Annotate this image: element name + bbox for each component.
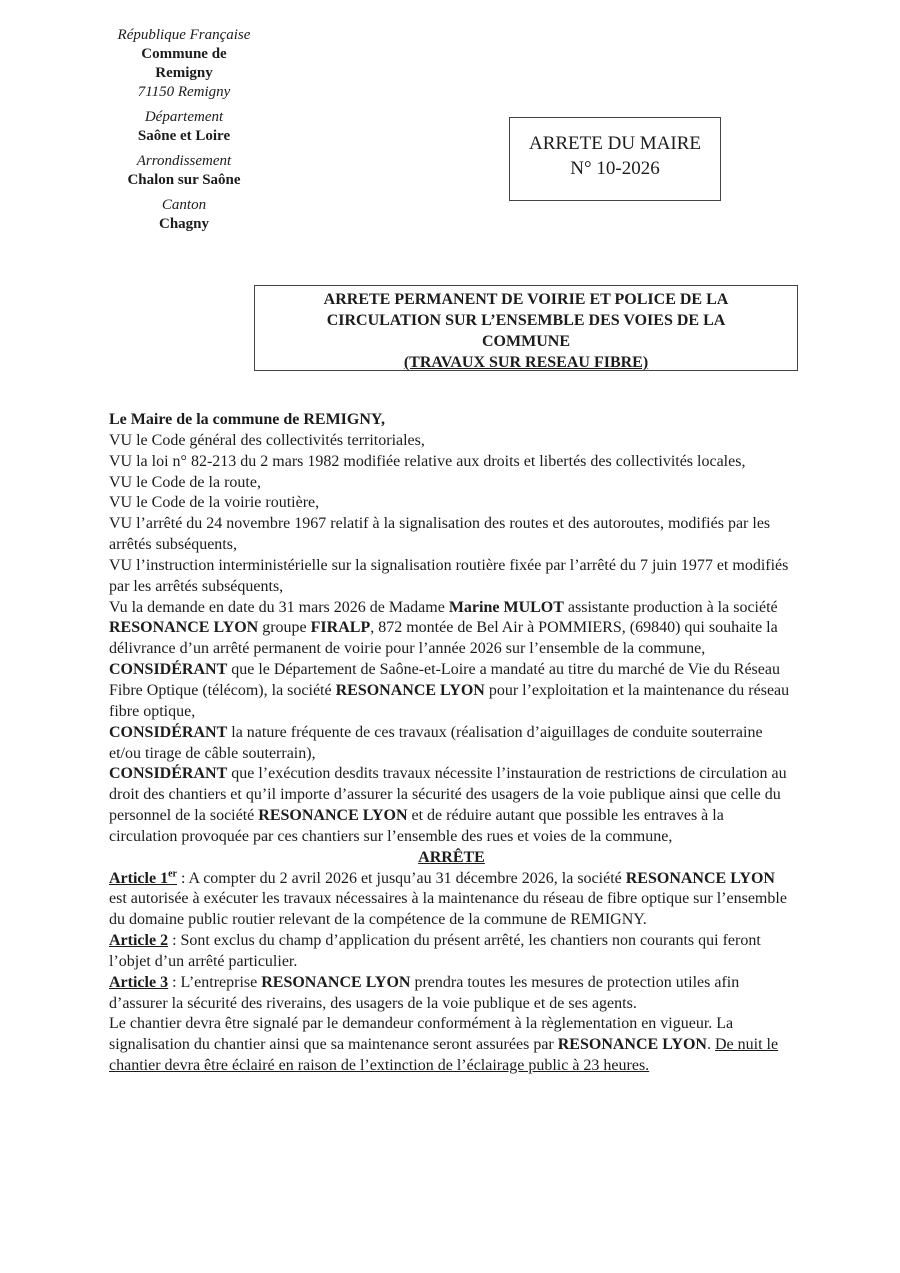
article-3-text-c: Le chantier devra être signalé par le demandeur conformément à la règlementation en vigueur. La signalisation du chantier ainsi que sa maintenance seront assurées par	[109, 1015, 734, 1054]
considerant-1	[109, 660, 794, 723]
article-1-text-a: : A compter du 2 avril 2026 et jusqu’au 31 décembre 2026, la société	[176, 869, 626, 887]
article-3-label: Article 3	[109, 973, 169, 991]
republic-label: République Française	[117, 27, 251, 43]
article-1-sup: er	[168, 868, 177, 880]
considerant-2-text: la nature fréquente de ces travaux (réalisation d’aiguillages de conduite souterraine et/ou tirage de câble souterrain),	[109, 723, 763, 762]
canton-label: Canton	[161, 197, 207, 213]
vu-cgct: VU le Code général des collectivités territoriales,	[109, 431, 425, 449]
vu-loi-1982: VU la loi n° 82-213 du 2 mars 1982 modifiée relative aux droits et libertés des collectivités locales,	[109, 452, 746, 470]
title-line-2: CIRCULATION SUR L’ENSEMBLE DES VOIES DE LA	[326, 312, 726, 329]
article-1-label	[109, 870, 177, 887]
considerant-2	[109, 723, 794, 765]
vu-demande-text-d: , 872 montée de Bel Air à POMMIERS, (69840) qui souhaite la délivrance d’un arrêté permanent de voirie pour l’année 2026 sur l’ensemble de la commune,	[109, 619, 778, 658]
applicant-name: Marine MULOT	[448, 598, 564, 616]
article-3-text-a: : L’entreprise	[168, 973, 262, 991]
maire-intro: Le Maire de la commune de REMIGNY,	[109, 411, 385, 428]
considerant-label: CONSIDÉRANT	[109, 765, 228, 783]
document-body	[109, 410, 794, 1077]
title-line-4: (TRAVAUX SUR RESEAU FIBRE)	[403, 354, 649, 371]
article-2-text: : Sont exclus du champ d’application du présent arrêté, les chantiers non courants qui feront l’objet d’un arrêté particulier.	[109, 932, 761, 970]
arrondissement-value: Chalon sur Saône	[127, 172, 241, 188]
company-name: RESONANCE LYON	[258, 807, 408, 825]
article-1-label-text: Article 1	[109, 869, 169, 887]
vu-demande-text-c: groupe	[258, 619, 311, 637]
vu-demande-text-a: Vu la demande en date du 31 mars 2026 de Madame	[109, 598, 449, 616]
considerant-3-text-a: que l’exécution desdits travaux nécessite l’instauration de restrictions de circulation au droit des chantiers et qu’il importe d’assurer la sécurité des usagers de la voie publique ainsi que celle du personnel de la société	[109, 765, 787, 825]
title-line-1: ARRETE PERMANENT DE VOIRIE ET POLICE DE LA	[323, 291, 729, 308]
article-2-label: Article 2	[109, 932, 169, 950]
considerant-label: CONSIDÉRANT	[109, 723, 228, 741]
considerant-3-text-b: et de réduire autant que possible les entraves à la circulation provoquée par ces chantiers sur l’ensemble des rues et voies de la commune,	[109, 807, 724, 845]
vu-instruction-1977: VU l’instruction interministérielle sur la signalisation routière fixée par l’arrêté du 7 juin 1977 et modifiés par les arrêtés subséquents,	[109, 556, 789, 595]
company-name: RESONANCE LYON	[109, 619, 259, 637]
vu-code-voirie: VU le Code de la voirie routière,	[109, 494, 320, 512]
canton-value: Chagny	[158, 216, 210, 232]
article-3-signalisation	[109, 1014, 794, 1077]
company-name: RESONANCE LYON	[335, 681, 485, 699]
group-name: FIRALP	[310, 619, 371, 637]
article-3	[109, 973, 794, 1015]
arrete-number: N° 10-2026	[570, 158, 660, 179]
article-3-night-lighting: De nuit le chantier devra être éclairé en raison de l’extinction de l’éclairage public à 23 heures.	[109, 1036, 779, 1075]
considerant-1-text-b: pour l’exploitation et la maintenance du réseau fibre optique,	[109, 681, 790, 720]
vu-demande-text-b: assistante production à la société	[563, 598, 778, 616]
document-title-box	[254, 285, 798, 371]
postal-address: 71150 Remigny	[137, 84, 231, 100]
arrete-box-title: ARRETE DU MAIRE	[528, 133, 702, 154]
company-name: RESONANCE LYON	[625, 869, 775, 887]
vu-demande	[109, 598, 794, 661]
commune-name: Remigny	[155, 65, 213, 81]
article-3-text-b: prendra toutes les mesures de protection utiles afin d’assurer la sécurité des riverains, des usagers de la voie publique et de ses agents.	[109, 973, 740, 1012]
vu-arrete-1967: VU l’arrêté du 24 novembre 1967 relatif à la signalisation des routes et des autoroutes, modifiés par les arrêtés subséquents,	[109, 515, 771, 554]
company-name: RESONANCE LYON	[557, 1036, 707, 1054]
commune-header	[94, 26, 274, 234]
considerant-label: CONSIDÉRANT	[109, 661, 228, 679]
article-1-text-b: est autorisée à exécuter les travaux nécessaires à la maintenance du réseau de fibre optique sur l’ensemble du domaine public routier relevant de la compétence de la commune de REMIGNY.	[109, 890, 787, 929]
article-1	[109, 869, 794, 932]
arrete-number-box	[509, 117, 721, 201]
company-name: RESONANCE LYON	[261, 973, 411, 991]
departement-label: Département	[144, 109, 224, 125]
article-2	[109, 931, 794, 973]
arrondissement-label: Arrondissement	[136, 153, 232, 169]
departement-value: Saône et Loire	[137, 128, 231, 144]
considerant-1-text-a: que le Département de Saône-et-Loire a mandaté au titre du marché de Vie du Réseau Fibre Optique (télécom), la société	[109, 661, 780, 699]
commune-label: Commune de	[141, 46, 227, 62]
title-line-3: COMMUNE	[482, 333, 570, 350]
considerant-3	[109, 764, 794, 847]
arrete-heading: ARRÊTE	[418, 848, 485, 866]
vu-code-route: VU le Code de la route,	[109, 473, 261, 491]
article-3-text-d: .	[706, 1036, 715, 1054]
